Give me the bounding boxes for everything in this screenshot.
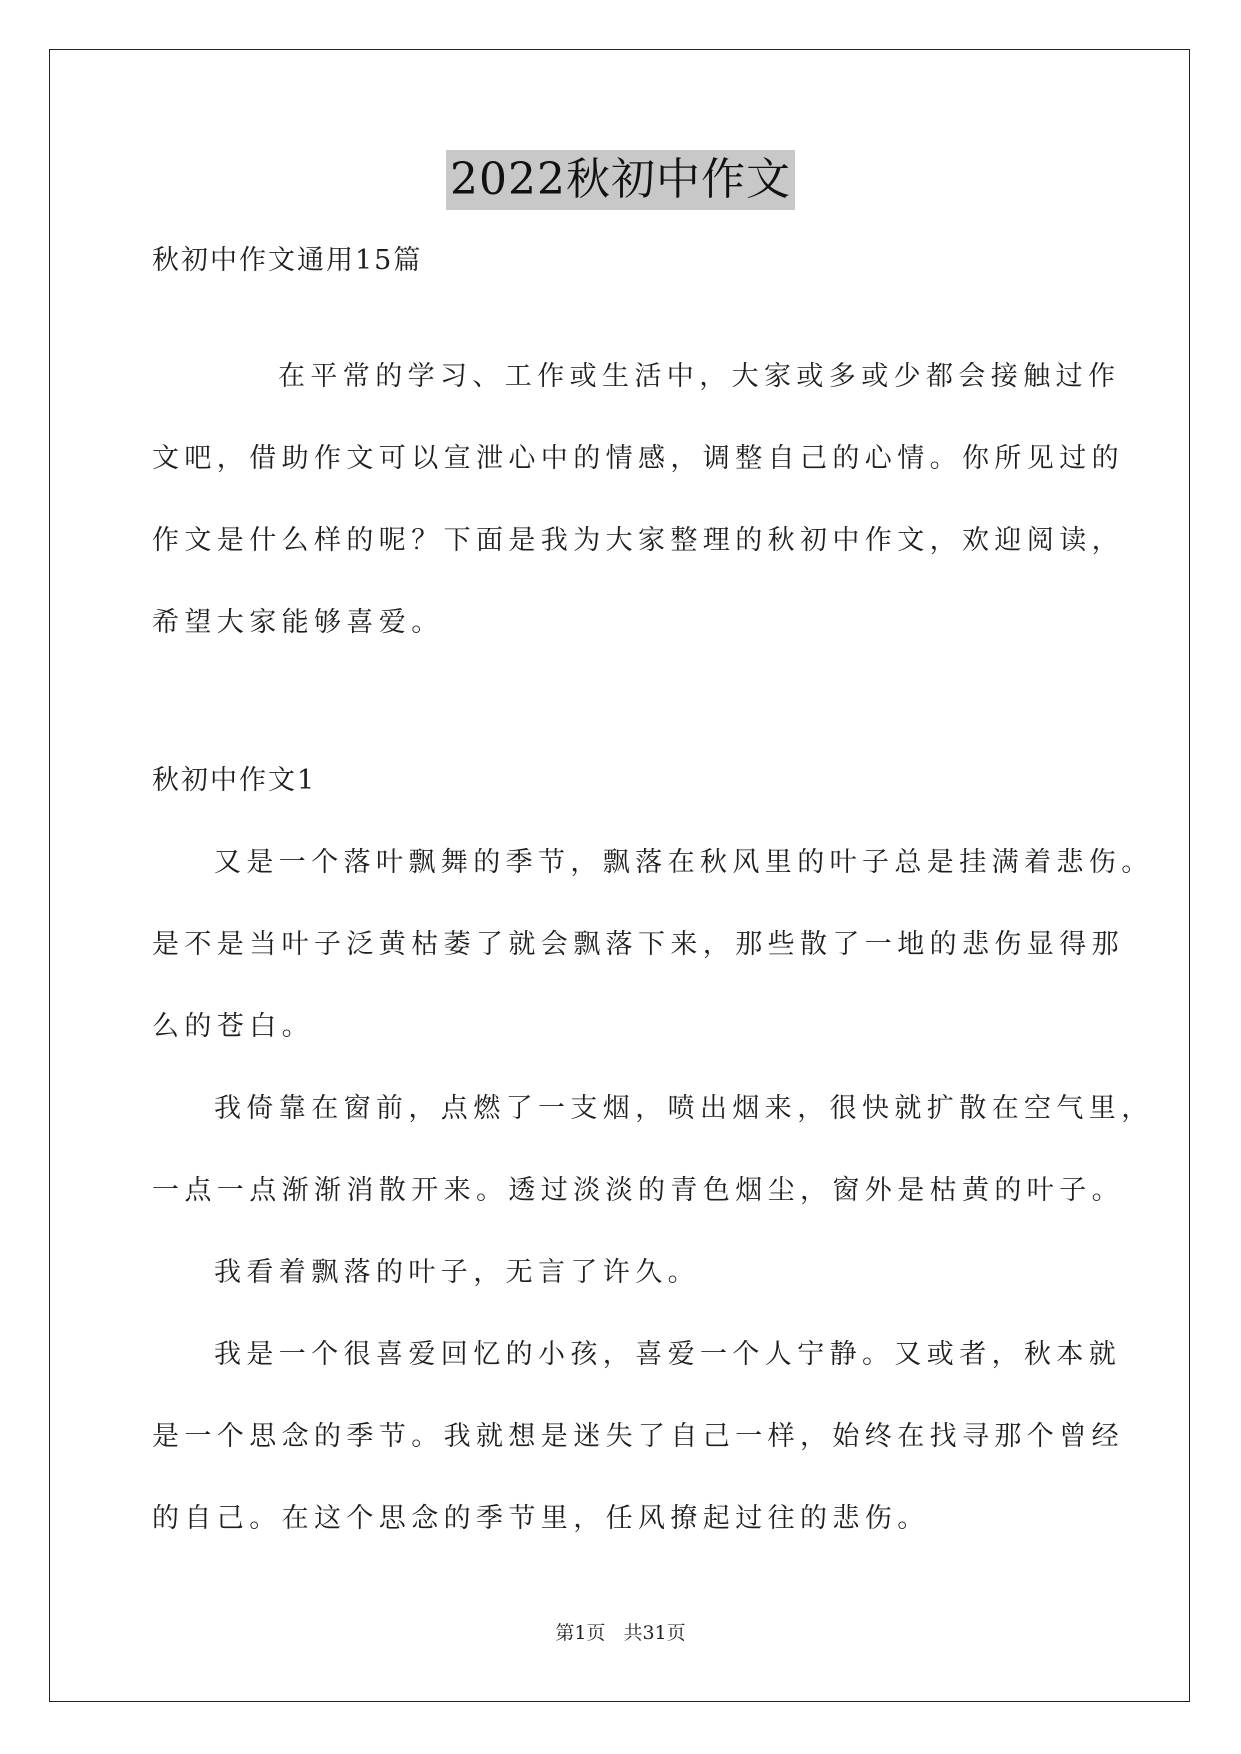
page-number: 第1页 xyxy=(555,1622,606,1644)
document-subtitle: 秋初中作文通用15篇 xyxy=(152,245,423,276)
page-total: 共31页 xyxy=(623,1622,686,1644)
title-container xyxy=(0,150,1241,210)
page-footer xyxy=(0,1618,1241,1645)
intro-line-4: 希望大家能够喜爱。 xyxy=(152,607,444,638)
body-line-9: 的自己。在这个思念的季节里，任风撩起过往的悲伤。 xyxy=(152,1503,930,1534)
body-line-8: 是一个思念的季节。我就想是迷失了自己一样，始终在找寻那个曾经 xyxy=(152,1421,1124,1452)
document-title: 2022秋初中作文 xyxy=(446,150,795,210)
body-line-7: 我是一个很喜爱回忆的小孩，喜爱一个人宁静。又或者，秋本就 xyxy=(214,1339,1122,1370)
intro-line-1: 在平常的学习、工作或生活中，大家或多或少都会接触过作 xyxy=(278,361,1121,392)
body-line-4: 我倚靠在窗前，点燃了一支烟，喷出烟来，很快就扩散在空气里， xyxy=(214,1093,1154,1124)
body-line-1: 又是一个落叶飘舞的季节，飘落在秋风里的叶子总是挂满着悲伤。 xyxy=(214,847,1154,878)
intro-line-3: 作文是什么样的呢？下面是我为大家整理的秋初中作文，欢迎阅读， xyxy=(152,525,1124,556)
body-line-3: 么的苍白。 xyxy=(152,1011,314,1042)
body-line-6: 我看着飘落的叶子，无言了许久。 xyxy=(214,1257,700,1288)
body-line-5: 一点一点渐渐消散开来。透过淡淡的青色烟尘，窗外是枯黄的叶子。 xyxy=(152,1175,1124,1206)
body-line-2: 是不是当叶子泛黄枯萎了就会飘落下来，那些散了一地的悲伤显得那 xyxy=(152,929,1124,960)
intro-line-2: 文吧，借助作文可以宣泄心中的情感，调整自己的心情。你所见过的 xyxy=(152,443,1124,474)
section-heading: 秋初中作文1 xyxy=(152,765,317,796)
